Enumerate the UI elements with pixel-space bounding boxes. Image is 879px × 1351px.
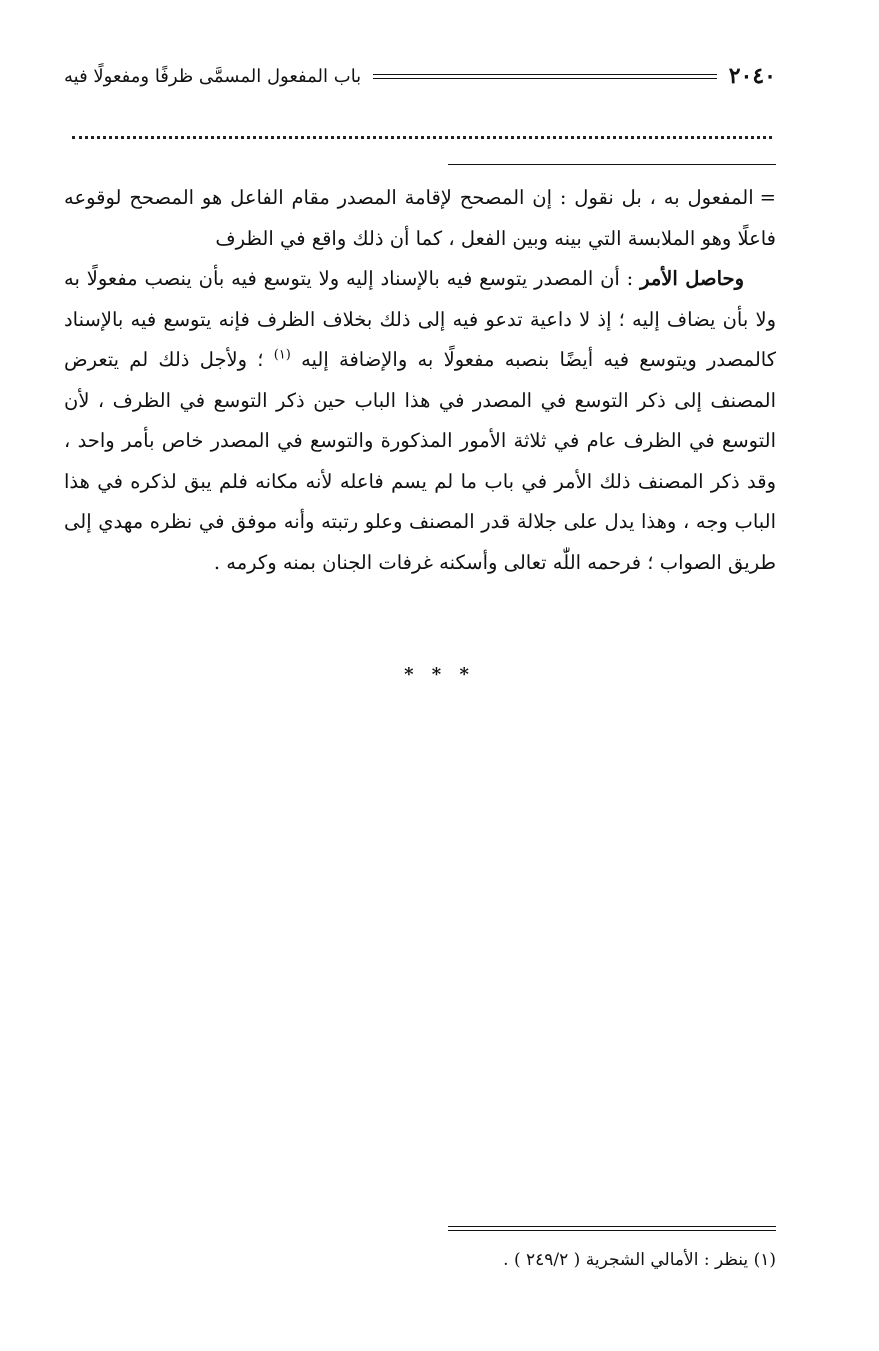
section-end-stars: * * * xyxy=(404,664,475,685)
footnote-rule xyxy=(448,1226,776,1231)
page-number: ٢٠٤٠ xyxy=(728,63,776,89)
paragraph-lead: وحاصل الأمر xyxy=(640,267,744,290)
footnote-reference: (١) xyxy=(273,347,291,363)
dotted-separator xyxy=(72,136,772,139)
paragraph-1-text: المفعول به ، بل نقول : إن المصحح لإقامة المصدر مقام الفاعل هو المصحح لوقوعه فاعلًا وهو الملابسة التي بينه وبين الفعل ، كما أن ذلك واقع في الظرف xyxy=(64,186,776,250)
continuation-mark: = xyxy=(759,186,776,209)
paragraph-2 xyxy=(64,259,776,583)
header-double-rule xyxy=(373,74,717,79)
running-header xyxy=(64,58,776,94)
footnote: (١) ينظر : الأمالي الشجرية ( ٢٤٩/٢ ) . xyxy=(503,1250,776,1270)
running-title: باب المفعول المسمَّى ظرفًا ومفعولًا فيه xyxy=(64,65,362,87)
paragraph-2-tail: ؛ ولأجل ذلك لم يتعرض المصنف إلى ذكر التوسع في المصدر في هذا الباب حين ذكر التوسع في الظرف ، لأن التوسع في الظرف عام في ثلاثة الأمور المذكورة والتوسع في المصدر خاص بأمر واحد ، وقد ذكر المصنف ذلك الأمر في باب ما لم يسم فاعله لأنه مكانه فلم يبق لذكره في هذا الباب وجه ، وهذا يدل على جلالة قدر المصنف وعلو رتبته وأنه موفق في نظره مهدي إلى طريق الصواب ؛ فرحمه اللّٰه تعالى وأسكنه غرفات الجنان بمنه وكرمه . xyxy=(64,348,776,574)
main-text xyxy=(64,178,776,583)
paragraph-1 xyxy=(64,178,776,259)
paragraph-2-text: : أن المصدر يتوسع فيه بالإسناد إليه ولا يتوسع فيه بأن ينصب مفعولًا به ولا بأن يضاف إليه ؛ إذ لا داعية تدعو فيه إلى ذلك بخلاف الظرف فإنه يتوسع فيه بالإسناد كالمصدر ويتوسع فيه أيضًا بنصبه مفعولًا به والإضافة إليه xyxy=(64,267,777,371)
section-rule xyxy=(448,164,776,165)
